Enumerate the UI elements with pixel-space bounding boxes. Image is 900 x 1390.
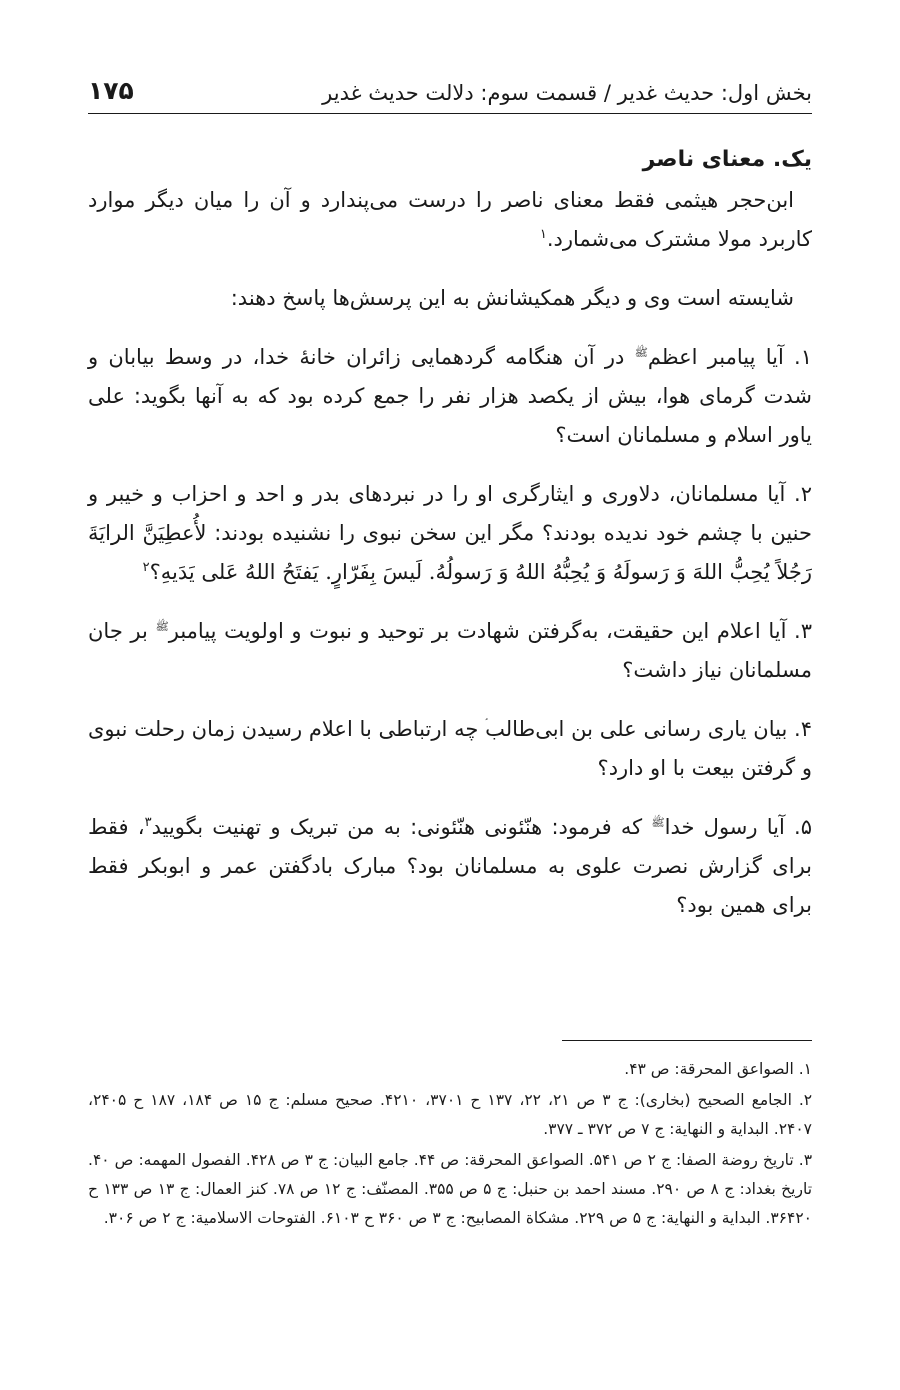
honorific-mark: ﷺ: [634, 346, 648, 359]
question-3-rest: بر جان مسلمانان نیاز داشت؟: [88, 619, 812, 682]
question-3-start: ۳. آیا اعلام این حقیقت، به‌گرفتن شهادت بر توحید و نبوت و اولویت پیامبر: [168, 619, 812, 643]
footnote-1: ۱. الصواعق المحرقة: ص ۴۳.: [624, 1060, 812, 1078]
question-2-end: ؟: [149, 560, 161, 584]
question-2-start: ۲. آیا مسلمانان، دلاوری و ایثارگری او را در نبردهای بدر و احد و احزاب و خیبر و حنین با چشم خود ندیده بودند؟ مگر این سخن نبوی را نشنیده بودند:: [88, 482, 812, 545]
footnotes: [88, 1055, 812, 1235]
honorific-mark: ﷺ: [651, 816, 665, 829]
question-5: [88, 808, 812, 925]
footnote-3: ۳. تاریخ روضة الصفا: ج ۲ ص ۵۴۱. الصواعق المحرقة: ص ۴۴. جامع البیان: ج ۳ ص ۴۲۸. الفصول المهمه: ص ۴۰. تاریخ بغداد: ج ۸ ص ۲۹۰. مسند احمد بن حنبل: ج ۵ ص ۳۵۵. المصنّف: ج ۱۲ ص ۷۸. کنز العمال: ج ۱۳ ص ۱۳۳ ح ۳۶۴۲۰. البدایة و النهایة: ج ۵ ص ۲۲۹. مشکاة المصابیح: ج ۳ ص ۳۶۰ ح ۶۱۰۳. الفتوحات الاسلامیة: ج ۲ ص ۳۰۶.: [88, 1151, 813, 1227]
question-2: [88, 475, 812, 592]
running-head: بخش اول: حدیث غدیر / قسمت سوم: دلالت حدیث غدیر: [322, 81, 812, 105]
footnote-ref-3: ۳: [144, 815, 152, 830]
question-1-start: ۱. آیا پیامبر اعظم: [647, 345, 812, 369]
footnote-separator: [562, 1040, 812, 1041]
question-5-middle: که فرمود: هنّئونی هنّئونی: به من تبریک و تهنیت بگویید: [151, 815, 652, 839]
page-number: ۱۷۵: [88, 76, 134, 105]
question-5-start: ۵. آیا رسول خدا: [664, 815, 812, 839]
question-1: [88, 338, 812, 455]
footnote-2: ۲. الجامع الصحیح (بخاری): ج ۳ ص ۲۱، ۲۲، ۱۳۷ ح ۳۷۰۱، ۴۲۱۰. صحیح مسلم: ج ۱۵ ص ۱۸۴، ۱۸۷ ح ۲۴۰۵، ۲۴۰۷. البدایة و النهایة: ج ۷ ص ۳۷۲ ـ ۳۷۷.: [88, 1091, 813, 1138]
section-title: یک. معنای ناصر: [642, 147, 812, 172]
hadith-quote: لأُعطِیَنَّ الرایَةَ رَجُلاً یُحِبُّ اللهَ وَ رَسولَهُ وَ یُحِبُّهُ اللهُ وَ رَسولُهُ. لَیسَ بِفَرّارٍ. یَفتَحُ اللهُ عَلی یَدَیهِ: [88, 521, 812, 584]
intro-text: ابن‌حجر هیثمی فقط معنای ناصر را درست می‌پندارد و آن را میان دیگر موارد کاربرد مولا مشترک می‌شمارد.: [88, 188, 812, 251]
question-1-rest: در آن هنگامه گردهمایی زائران خانهٔ خدا، در وسط بیابان و شدت گرمای هوا، بیش از یکصد هزار نفر را جمع کرده بود که به آنها بگوید: علی یاور اسلام و مسلمانان است؟: [88, 345, 812, 447]
footnote-ref-1: ۱: [539, 227, 547, 242]
honorific-mark: ﷺ: [155, 620, 169, 633]
page-header: [88, 70, 812, 114]
intro-paragraph: [88, 181, 812, 259]
question-4-start: ۴. بیان یاری رسانی علی بن ابی‌طالب: [485, 717, 812, 741]
question-4-rest: چه ارتباطی با اعلام رسیدن زمان رحلت نبوی و گرفتن بیعت با او دارد؟: [88, 717, 812, 780]
question-4: [88, 710, 812, 788]
lead-in-paragraph: شایسته است وی و دیگر همکیشانش به این پرسش‌ها پاسخ دهند:: [230, 286, 794, 310]
footnote-ref-2: ۲: [142, 560, 150, 575]
question-5-rest: ، فقط برای گزارش نصرت علوی به مسلمانان بود؟ مبارک بادگفتن عمر و ابوبکر فقط برای همین بود؟: [88, 815, 812, 917]
question-3: [88, 612, 812, 690]
main-text: [88, 140, 812, 945]
